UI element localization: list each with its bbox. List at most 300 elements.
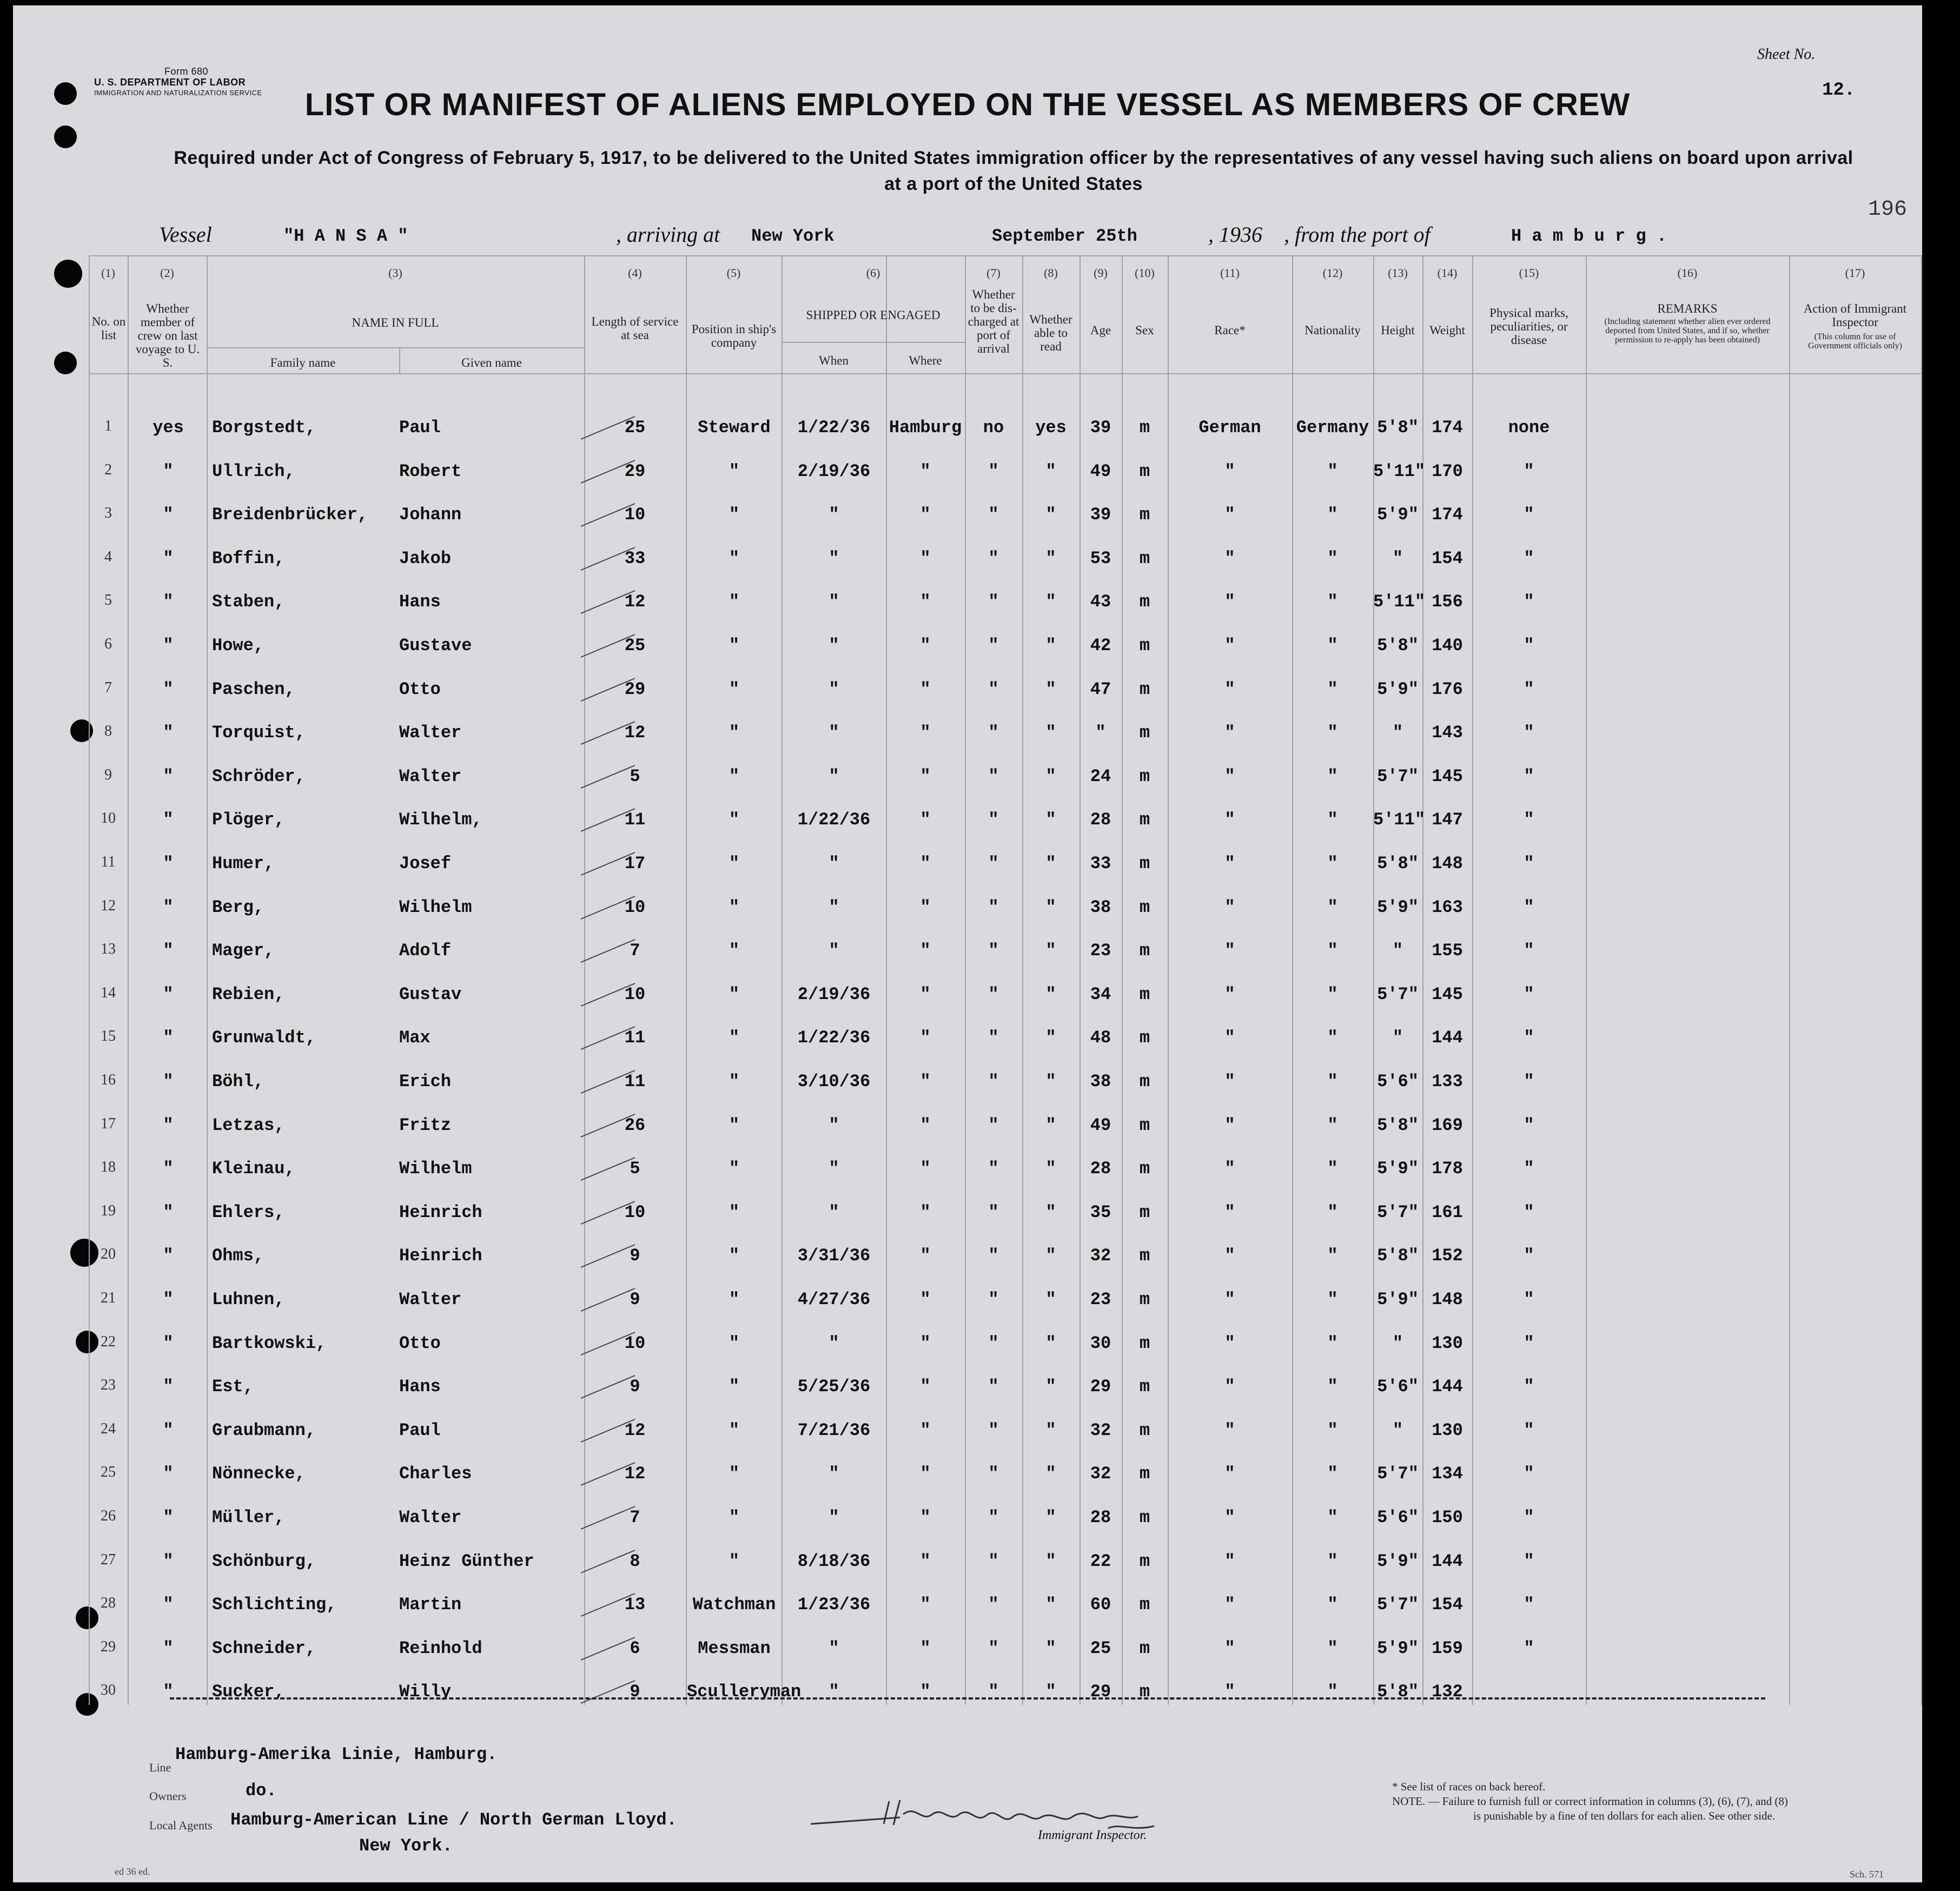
- height-cell: 5'8": [1377, 1246, 1419, 1266]
- height-cell: 5'8": [1377, 1115, 1419, 1135]
- given-name-cell: Erich: [399, 1072, 452, 1092]
- column-number: (10): [1135, 266, 1155, 280]
- race-cell: ": [1224, 1115, 1235, 1135]
- physical-marks-cell: ": [1524, 548, 1534, 568]
- prior-voyage-cell: ": [163, 766, 174, 786]
- row-number: 2: [104, 461, 112, 478]
- nationality-cell: ": [1327, 1072, 1338, 1092]
- table-rule: [782, 342, 965, 343]
- punch-hole: [54, 125, 77, 148]
- age-cell: 25: [1090, 1638, 1111, 1658]
- sex-cell: m: [1139, 1464, 1150, 1484]
- sex-cell: m: [1139, 1682, 1150, 1702]
- position-cell: ": [729, 1333, 740, 1353]
- row-number: 24: [101, 1420, 116, 1437]
- line-label: Line: [149, 1761, 171, 1774]
- shipped-where-cell: ": [920, 1115, 931, 1135]
- discharged-cell: ": [988, 1159, 999, 1179]
- physical-marks-cell: ": [1524, 723, 1534, 743]
- table-row: [89, 810, 1922, 842]
- physical-marks-cell: ": [1524, 897, 1534, 917]
- shipped-when-cell: ": [829, 1638, 839, 1658]
- position-cell: Sculleryman: [687, 1682, 802, 1702]
- able-to-read-cell: ": [1045, 766, 1056, 786]
- nationality-cell: ": [1327, 941, 1338, 961]
- prior-voyage-cell: ": [163, 1028, 174, 1048]
- able-to-read-cell: ": [1045, 897, 1056, 917]
- shipped-where-cell: ": [920, 897, 931, 917]
- position-cell: Messman: [698, 1638, 771, 1658]
- tally-mark: [575, 1633, 640, 1665]
- physical-marks-cell: ": [1524, 1202, 1534, 1222]
- shipped-when-cell: 2/19/36: [797, 984, 871, 1004]
- shipped-where-cell: ": [920, 1333, 931, 1353]
- able-to-read-cell: ": [1045, 636, 1056, 656]
- height-cell: 5'7": [1377, 984, 1419, 1004]
- discharged-cell: ": [988, 1682, 999, 1702]
- tally-mark: [575, 456, 640, 488]
- position-cell: Watchman: [692, 1595, 776, 1615]
- able-to-read-cell: ": [1045, 505, 1056, 525]
- position-cell: ": [729, 505, 740, 525]
- given-name-cell: Wilhelm: [399, 1159, 472, 1179]
- tally-mark: [575, 1371, 640, 1404]
- discharged-cell: ": [988, 1028, 999, 1048]
- nationality-cell: ": [1327, 1595, 1338, 1615]
- height-cell: ": [1392, 1420, 1403, 1440]
- end-of-list-line: [170, 1697, 1765, 1700]
- service-length-cell: 29: [624, 679, 646, 699]
- sex-cell: m: [1139, 1072, 1150, 1092]
- table-row: [89, 1464, 1922, 1496]
- given-name-cell: Max: [399, 1028, 431, 1048]
- row-number: 29: [101, 1638, 116, 1655]
- vessel-name: "H A N S A ": [283, 226, 408, 246]
- tally-mark: [575, 804, 640, 837]
- shipped-when-cell: ": [829, 766, 839, 786]
- table-row: [89, 984, 1922, 1017]
- position-cell: ": [729, 723, 740, 743]
- column-number: (14): [1437, 266, 1458, 280]
- weight-cell: 155: [1432, 941, 1463, 961]
- tally-mark: [575, 1110, 640, 1142]
- row-number: 12: [101, 897, 116, 914]
- shipped-where-cell: ": [920, 1377, 931, 1397]
- discharged-cell: ": [988, 1333, 999, 1353]
- age-cell: 29: [1090, 1682, 1111, 1702]
- family-name-cell: Plöger,: [212, 810, 285, 830]
- height-cell: 5'7": [1377, 1595, 1419, 1615]
- table-row: [89, 1595, 1922, 1627]
- header-no-on-list: No. on list: [91, 315, 126, 342]
- weight-cell: 163: [1432, 897, 1463, 917]
- physical-marks-cell: ": [1524, 1333, 1534, 1353]
- discharged-cell: ": [988, 1464, 999, 1484]
- height-cell: ": [1392, 548, 1403, 568]
- tally-mark: [575, 674, 640, 706]
- sex-cell: m: [1139, 810, 1150, 830]
- age-cell: 28: [1090, 810, 1111, 830]
- race-cell: ": [1224, 636, 1235, 656]
- vessel-label: Vessel: [159, 222, 212, 247]
- column-number: (15): [1519, 266, 1539, 280]
- service-length-cell: 11: [624, 1028, 646, 1048]
- shipped-where-cell: ": [920, 810, 931, 830]
- height-cell: 5'9": [1377, 679, 1419, 699]
- shipped-where-cell: ": [920, 1551, 931, 1571]
- tally-mark: [575, 979, 640, 1011]
- given-name-cell: Wilhelm: [399, 897, 472, 917]
- nationality-cell: ": [1327, 810, 1338, 830]
- table-row: [89, 1638, 1922, 1671]
- table-row: [89, 1507, 1922, 1540]
- prior-voyage-cell: ": [163, 1333, 174, 1353]
- family-name-cell: Torquist,: [212, 723, 306, 743]
- nationality-cell: ": [1327, 592, 1338, 612]
- row-number: 5: [104, 592, 112, 609]
- age-cell: 32: [1090, 1246, 1111, 1266]
- position-cell: ": [729, 810, 740, 830]
- table-rule: [207, 347, 584, 348]
- sex-cell: m: [1139, 1507, 1150, 1528]
- shipped-when-cell: ": [829, 1115, 839, 1135]
- service-length-cell: 10: [624, 897, 646, 917]
- weight-cell: 159: [1432, 1638, 1463, 1658]
- race-cell: ": [1224, 1377, 1235, 1397]
- header-prior-voyage: Whether member of crew on last voyage to U. S.: [135, 302, 200, 369]
- discharged-cell: ": [988, 1638, 999, 1658]
- position-cell: ": [729, 1551, 740, 1571]
- from-label: , from the port of: [1284, 222, 1431, 247]
- position-cell: ": [729, 679, 740, 699]
- prior-voyage-cell: ": [163, 897, 174, 917]
- column-number: (4): [628, 266, 642, 280]
- race-cell: ": [1224, 1551, 1235, 1571]
- height-cell: ": [1392, 723, 1403, 743]
- weight-cell: 130: [1432, 1420, 1463, 1440]
- nationality-cell: ": [1327, 1159, 1338, 1179]
- sex-cell: m: [1139, 984, 1150, 1004]
- age-cell: 49: [1090, 1115, 1111, 1135]
- inspector-label: Immigrant Inspector.: [1038, 1828, 1147, 1842]
- prior-voyage-cell: yes: [153, 418, 184, 438]
- table-row: [89, 1246, 1922, 1278]
- sex-cell: m: [1139, 1638, 1150, 1658]
- header-physical-marks: Physical marks, peculiarities, or disease: [1489, 306, 1568, 347]
- physical-marks-cell: ": [1524, 1507, 1534, 1528]
- able-to-read-cell: ": [1045, 1682, 1056, 1702]
- discharged-cell: ": [988, 984, 999, 1004]
- given-name-cell: Heinz Günther: [399, 1551, 534, 1571]
- shipped-when-cell: 3/10/36: [797, 1072, 871, 1092]
- service-length-cell: 5: [630, 1159, 640, 1179]
- service-length-cell: 9: [630, 1290, 640, 1310]
- nationality-cell: ": [1327, 505, 1338, 525]
- column-number: (6): [866, 266, 880, 280]
- family-name-cell: Müller,: [212, 1507, 285, 1528]
- agents-label: Local Agents: [149, 1819, 213, 1832]
- tally-mark: [575, 1546, 640, 1578]
- discharged-cell: ": [988, 854, 999, 874]
- discharged-cell: ": [988, 810, 999, 830]
- sex-cell: m: [1139, 1159, 1150, 1179]
- shipped-when-cell: ": [829, 723, 839, 743]
- weight-cell: 147: [1432, 810, 1463, 830]
- age-cell: 38: [1090, 897, 1111, 917]
- nationality-cell: ": [1327, 1290, 1338, 1310]
- prior-voyage-cell: ": [163, 592, 174, 612]
- shipped-when-cell: ": [829, 592, 839, 612]
- position-cell: ": [729, 1507, 740, 1528]
- prior-voyage-cell: ": [163, 984, 174, 1004]
- given-name-cell: Walter: [399, 1290, 462, 1310]
- service-length-cell: 11: [624, 1072, 646, 1092]
- discharged-cell: ": [988, 1420, 999, 1440]
- column-number: (7): [986, 266, 1001, 280]
- position-cell: ": [729, 1072, 740, 1092]
- family-name-cell: Boffin,: [212, 548, 285, 568]
- row-number: 6: [104, 636, 112, 652]
- height-cell: 5'6": [1377, 1377, 1419, 1397]
- given-name-cell: Johann: [399, 505, 462, 525]
- height-cell: 5'9": [1377, 897, 1419, 917]
- agents-value: Hamburg-American Line / North German Lloyd.: [230, 1810, 677, 1830]
- note-penalty-cont: is punishable by a fine of ten dollars for each alien. See other side.: [1473, 1809, 1776, 1822]
- row-number: 17: [101, 1115, 116, 1132]
- row-number: 8: [104, 723, 112, 740]
- header-family-name: Family name: [270, 356, 336, 369]
- header-position: Position in ship's company: [691, 322, 777, 349]
- age-cell: 32: [1090, 1464, 1111, 1484]
- age-cell: 32: [1090, 1420, 1111, 1440]
- shipped-when-cell: 1/22/36: [797, 810, 871, 830]
- table-rule: [89, 255, 1922, 256]
- tally-mark: [575, 1458, 640, 1491]
- row-number: 19: [101, 1202, 116, 1219]
- family-name-cell: Bartkowski,: [212, 1333, 327, 1353]
- sex-cell: m: [1139, 941, 1150, 961]
- age-cell: 33: [1090, 854, 1111, 874]
- race-cell: ": [1224, 984, 1235, 1004]
- service-length-cell: 12: [624, 1464, 646, 1484]
- age-cell: 35: [1090, 1202, 1111, 1222]
- able-to-read-cell: ": [1045, 1202, 1056, 1222]
- weight-cell: 174: [1432, 505, 1463, 525]
- given-name-cell: Heinrich: [399, 1202, 482, 1222]
- physical-marks-cell: ": [1524, 505, 1534, 525]
- row-number: 21: [101, 1290, 116, 1306]
- prior-voyage-cell: ": [163, 1595, 174, 1615]
- row-number: 16: [101, 1072, 116, 1088]
- prior-voyage-cell: ": [163, 810, 174, 830]
- header-weight: Weight: [1429, 323, 1465, 337]
- nationality-cell: ": [1327, 1420, 1338, 1440]
- height-cell: 5'7": [1377, 766, 1419, 786]
- service-length-cell: 11: [624, 810, 646, 830]
- discharged-cell: ": [988, 592, 999, 612]
- shipped-when-cell: 7/21/36: [797, 1420, 871, 1440]
- manifest-page: [13, 5, 1922, 1882]
- column-number: (8): [1044, 266, 1058, 280]
- header-given-name: Given name: [461, 356, 522, 369]
- able-to-read-cell: ": [1045, 1159, 1056, 1179]
- row-number: 11: [101, 854, 116, 870]
- owners-value: do.: [246, 1781, 277, 1801]
- race-cell: ": [1224, 941, 1235, 961]
- position-cell: ": [729, 592, 740, 612]
- discharged-cell: ": [988, 941, 999, 961]
- weight-cell: 152: [1432, 1246, 1463, 1266]
- header-length-of-service: Length of service at sea: [591, 315, 679, 342]
- table-row: [89, 897, 1922, 930]
- column-number: (3): [388, 266, 402, 280]
- weight-cell: 178: [1432, 1159, 1463, 1179]
- able-to-read-cell: yes: [1035, 418, 1067, 438]
- tally-mark: [575, 1328, 640, 1360]
- position-cell: Steward: [698, 418, 771, 438]
- given-name-cell: Gustave: [399, 636, 472, 656]
- prior-voyage-cell: ": [163, 941, 174, 961]
- shipped-where-cell: ": [920, 766, 931, 786]
- row-number: 25: [101, 1464, 116, 1481]
- table-row: [89, 679, 1922, 712]
- footer-note: [1392, 1780, 1911, 1823]
- weight-cell: 148: [1432, 854, 1463, 874]
- form-number: Form 680: [164, 66, 209, 77]
- sex-cell: m: [1139, 1333, 1150, 1353]
- shipped-where-cell: ": [920, 1464, 931, 1484]
- tally-mark: [575, 1066, 640, 1099]
- table-row: [89, 1377, 1922, 1409]
- shipped-where-cell: ": [920, 1072, 931, 1092]
- race-cell: ": [1224, 897, 1235, 917]
- family-name-cell: Graubmann,: [212, 1420, 316, 1440]
- age-cell: 60: [1090, 1595, 1111, 1615]
- physical-marks-cell: ": [1524, 679, 1534, 699]
- position-cell: ": [729, 1115, 740, 1135]
- physical-marks-cell: ": [1524, 1159, 1534, 1179]
- family-name-cell: Ehlers,: [212, 1202, 285, 1222]
- race-cell: ": [1224, 592, 1235, 612]
- race-cell: ": [1224, 1246, 1235, 1266]
- nationality-cell: ": [1327, 766, 1338, 786]
- weight-cell: 156: [1432, 592, 1463, 612]
- family-name-cell: Grunwaldt,: [212, 1028, 316, 1048]
- weight-cell: 145: [1432, 766, 1463, 786]
- age-cell: 53: [1090, 548, 1111, 568]
- nationality-cell: ": [1327, 723, 1338, 743]
- height-cell: 5'9": [1377, 1551, 1419, 1571]
- service-length-cell: 17: [624, 854, 646, 874]
- family-name-cell: Kleinau,: [212, 1159, 295, 1179]
- sex-cell: m: [1139, 723, 1150, 743]
- nationality-cell: ": [1327, 679, 1338, 699]
- race-cell: German: [1198, 418, 1261, 438]
- service-length-cell: 10: [624, 984, 646, 1004]
- shipped-where-cell: ": [920, 1507, 931, 1528]
- discharged-cell: ": [988, 1290, 999, 1310]
- service-length-cell: 25: [624, 636, 646, 656]
- column-number: (16): [1677, 266, 1698, 280]
- physical-marks-cell: ": [1524, 1551, 1534, 1571]
- age-cell: ": [1095, 723, 1106, 743]
- race-cell: ": [1224, 461, 1235, 481]
- given-name-cell: Reinhold: [399, 1638, 482, 1658]
- subtitle-line-2: at a port of the United States: [884, 174, 1143, 194]
- height-cell: 5'8": [1377, 854, 1419, 874]
- header-remarks: REMARKS: [1657, 302, 1718, 315]
- given-name-cell: Otto: [399, 679, 441, 699]
- height-cell: 5'7": [1377, 1202, 1419, 1222]
- from-port: H a m b u r g .: [1511, 226, 1667, 246]
- service-length-cell: 13: [624, 1595, 646, 1615]
- nationality-cell: ": [1327, 897, 1338, 917]
- race-cell: ": [1224, 1202, 1235, 1222]
- discharged-cell: ": [988, 1246, 999, 1266]
- header-shipped-engaged: SHIPPED OR ENGAGED: [806, 308, 941, 322]
- row-number: 15: [101, 1028, 116, 1045]
- service-length-cell: 10: [624, 1202, 646, 1222]
- discharged-cell: ": [988, 1595, 999, 1615]
- vessel-line: [159, 222, 1890, 254]
- table-row: [89, 1333, 1922, 1366]
- family-name-cell: Schlichting,: [212, 1595, 337, 1615]
- nationality-cell: ": [1327, 1115, 1338, 1135]
- given-name-cell: Paul: [399, 1420, 441, 1440]
- family-name-cell: Luhnen,: [212, 1290, 285, 1310]
- discharged-cell: ": [988, 1551, 999, 1571]
- shipped-when-cell: ": [829, 1202, 839, 1222]
- age-cell: 39: [1090, 418, 1111, 438]
- position-cell: ": [729, 1290, 740, 1310]
- table-row: [89, 548, 1922, 581]
- physical-marks-cell: ": [1524, 1377, 1534, 1397]
- tally-mark: [575, 1284, 640, 1317]
- service-length-cell: 12: [624, 723, 646, 743]
- race-cell: ": [1224, 1682, 1235, 1702]
- owners-label: Owners: [149, 1789, 187, 1803]
- column-number: (9): [1094, 266, 1108, 280]
- discharged-cell: ": [988, 723, 999, 743]
- family-name-cell: Ohms,: [212, 1246, 264, 1266]
- shipped-where-cell: ": [920, 461, 931, 481]
- column-number: (1): [101, 266, 115, 280]
- column-number: (5): [726, 266, 741, 280]
- height-cell: 5'6": [1377, 1507, 1419, 1528]
- able-to-read-cell: ": [1045, 461, 1056, 481]
- race-cell: ": [1224, 810, 1235, 830]
- shipped-when-cell: ": [829, 1159, 839, 1179]
- age-cell: 34: [1090, 984, 1111, 1004]
- position-cell: ": [729, 1159, 740, 1179]
- table-rule: [89, 373, 1922, 374]
- able-to-read-cell: ": [1045, 854, 1056, 874]
- table-row: [89, 1290, 1922, 1322]
- race-cell: ": [1224, 1638, 1235, 1658]
- family-name-cell: Berg,: [212, 897, 264, 917]
- weight-cell: 150: [1432, 1507, 1463, 1528]
- sex-cell: m: [1139, 1202, 1150, 1222]
- table-row: [89, 1551, 1922, 1584]
- tally-mark: [575, 761, 640, 794]
- header-inspector-note: (This column for use of Government officials only): [1808, 332, 1902, 351]
- table-row: [89, 636, 1922, 668]
- physical-marks-cell: ": [1524, 1464, 1534, 1484]
- position-cell: ": [729, 854, 740, 874]
- family-name-cell: Mager,: [212, 941, 275, 961]
- tally-mark: [575, 1153, 640, 1186]
- physical-marks-cell: ": [1524, 1638, 1534, 1658]
